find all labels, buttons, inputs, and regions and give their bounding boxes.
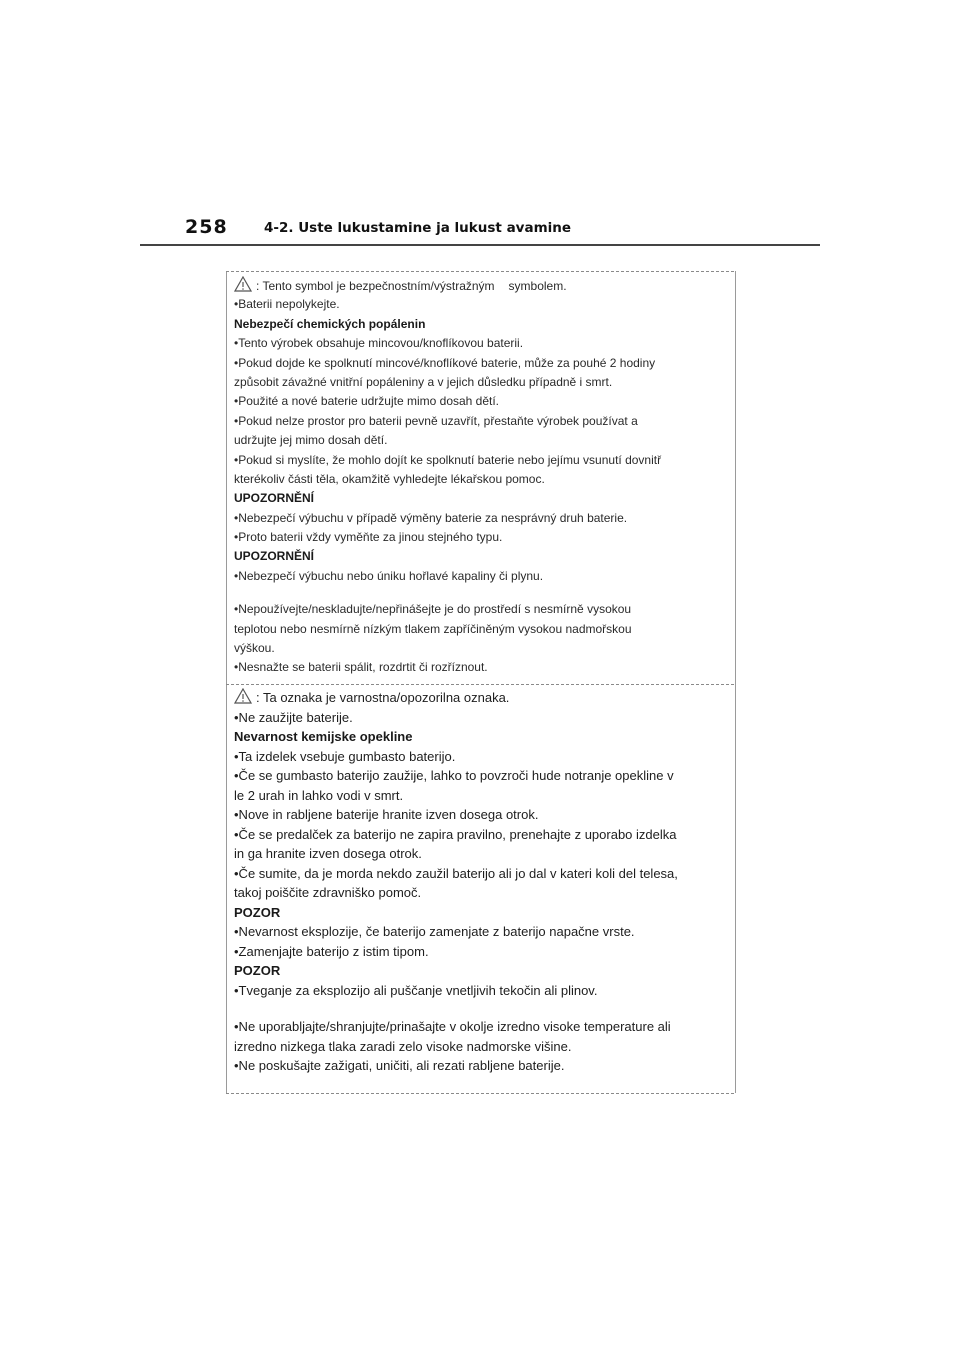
paragraph-gap [234, 586, 724, 600]
caution-heading: UPOZORNĚNÍ [234, 549, 315, 564]
caution-heading: POZOR [234, 963, 281, 978]
text-line: •Ta izdelek vsebuje gumbasto baterijo. [234, 748, 456, 764]
czech-symbol-note-end: symbolem. [508, 279, 567, 293]
language-divider [226, 684, 734, 685]
warning-triangle-icon [234, 276, 252, 292]
text-line: •Ne poskušajte zažigati, uničiti, ali rezati rabljene baterije. [234, 1058, 565, 1073]
page-header [140, 214, 820, 248]
text-line: le 2 urah in lahko vodi v smrt. [234, 787, 404, 803]
czech-symbol-line [234, 276, 724, 295]
section-title: 4-2. Uste lukustamine ja lukust avamine [264, 220, 572, 236]
text-line: •Ne uporabljajte/shranjujte/prinašajte v okolje izredno visoke temperature ali [234, 1019, 671, 1034]
text-line: kterékoliv části těla, okamžitě vyhledejte lékařskou pomoc. [234, 471, 545, 486]
text-line: •Zamenjajte baterijo z istim tipom. [234, 943, 429, 959]
box-bottom-border [226, 1093, 734, 1094]
slovene-symbol-line [234, 688, 724, 708]
text-line: takoj poiščite zdravniško pomoč. [234, 885, 422, 900]
caution-heading: UPOZORNĚNÍ [234, 491, 315, 506]
subheading: Nebezpečí chemických popálenin [234, 316, 426, 331]
text-line: •Použité a nové baterie udržujte mimo dosah dětí. [234, 394, 500, 409]
text-line: •Nepoužívejte/neskladujte/nepřinášejte je do prostředí s nesmírně vysokou [234, 602, 632, 617]
czech-symbol-note: : Tento symbol je bezpečnostním/výstražným [256, 279, 495, 293]
paragraph-gap [234, 1000, 724, 1017]
text-line: •Pokud dojde ke spolknutí mincové/knoflíkové baterie, může za pouhé 2 hodiny [234, 355, 656, 370]
caution-heading: POZOR [234, 904, 281, 920]
slovene-symbol-note: : Ta oznaka je varnostna/opozorilna oznaka. [256, 690, 510, 705]
text-line: •Če sumite, da je morda nekdo zaužil baterijo ali jo dal v kateri koli del telesa, [234, 865, 678, 881]
text-line: •Baterii nepolykejte. [234, 297, 340, 312]
slovene-warning-section [234, 688, 724, 1076]
text-line: •Nebezpečí výbuchu nebo úniku hořlavé kapaliny či plynu. [234, 568, 544, 583]
text-line: způsobit závažné vnitřní popáleniny a v jejich důsledku případně i smrt. [234, 374, 613, 389]
text-line: výškou. [234, 641, 275, 656]
text-line: •Nevarnost eksplozije, če baterijo zamenjate z baterijo napačne vrste. [234, 924, 635, 939]
page-number: 258 [185, 216, 228, 238]
box-top-border [226, 271, 734, 272]
text-line: •Tento výrobek obsahuje mincovou/knoflíkovou baterii. [234, 336, 524, 351]
header-rule [140, 244, 820, 246]
text-line: •Če se gumbasto baterijo zaužije, lahko to povzroči hude notranje opekline v [234, 768, 674, 783]
text-line: •Če se predalček za baterijo ne zapira pravilno, prenehajte z uporabo izdelka [234, 826, 677, 842]
text-line: •Tveganje za eksplozijo ali puščanje vnetljivih tekočin ali plinov. [234, 982, 598, 998]
subheading: Nevarnost kemijske opekline [234, 729, 413, 744]
text-line: •Nove in rabljene baterije hranite izven dosega otrok. [234, 807, 539, 822]
warning-triangle-icon [234, 688, 252, 704]
text-line: teplotou nebo nesmírně nízkým tlakem zapříčiněným vysokou nadmořskou [234, 621, 632, 636]
text-line: •Proto baterii vždy vyměňte za jinou stejného typu. [234, 530, 503, 545]
text-line: •Pokud nelze prostor pro baterii pevně uzavřít, přestaňte výrobek používat a [234, 413, 638, 428]
text-line: •Nesnažte se baterii spálit, rozdrtit či rozříznout. [234, 660, 488, 675]
text-line: in ga hranite izven dosega otrok. [234, 846, 422, 861]
text-line: izredno nizkega tlaka zaradi zelo visoke nadmorske višine. [234, 1038, 572, 1054]
text-line: •Pokud si myslíte, že mohlo dojít ke spolknutí baterie nebo jejímu vsunutí dovnitř [234, 452, 662, 467]
text-line: •Ne zaužijte baterije. [234, 709, 353, 725]
text-line: udržujte jej mimo dosah dětí. [234, 433, 388, 448]
text-line: •Nebezpečí výbuchu v případě výměny baterie za nesprávný druh baterie. [234, 510, 628, 525]
czech-warning-section [234, 276, 724, 678]
